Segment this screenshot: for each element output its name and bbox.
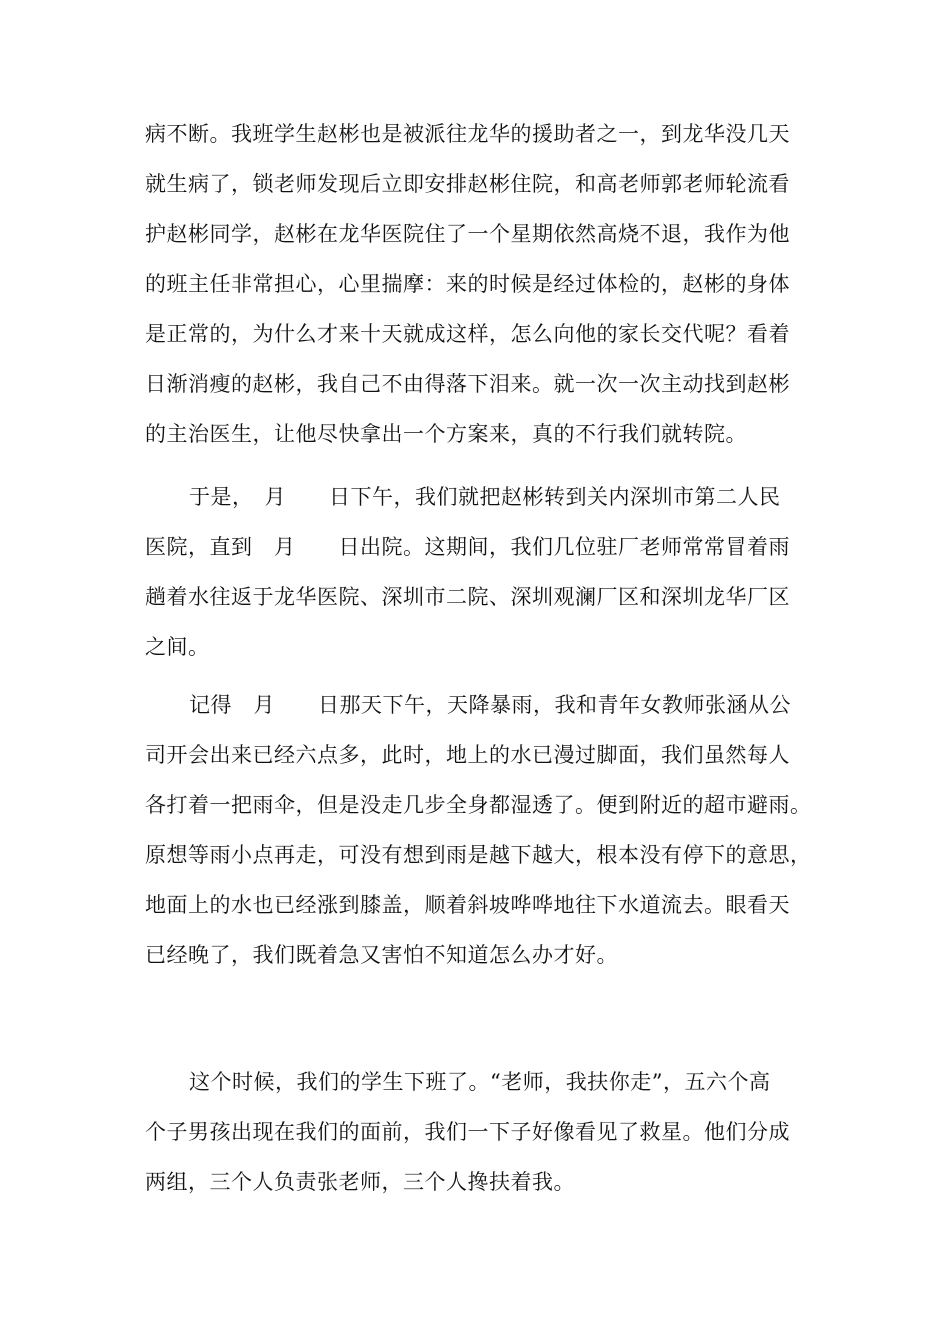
paragraph-line: 两组，三个人负责张老师，三个人搀扶着我。 [145, 1170, 575, 1194]
paragraph-line: 已经晚了，我们既着急又害怕不知道怎么办才好。 [145, 943, 618, 967]
paragraph-line: 地面上的水也已经涨到膝盖，顺着斜坡哗哗地往下水道流去。眼看天 [145, 893, 790, 917]
paragraph-line: 的班主任非常担心，心里揣摩：来的时候是经过体检的，赵彬的身体 [145, 272, 790, 296]
paragraph-line: 各打着一把雨伞，但是没走几步全身都湿透了。便到附近的超市避雨。 [145, 793, 812, 817]
paragraph-line: 趟着水往返于龙华医院、深圳市二院、深圳观澜厂区和深圳龙华厂区 [145, 585, 790, 609]
paragraph-line: 原想等雨小点再走，可没有想到雨是越下越大，根本没有停下的意思， [145, 843, 812, 867]
paragraph-1 [145, 109, 810, 459]
paragraph-line: 的主治医生，让他尽快拿出一个方案来，真的不行我们就转院。 [145, 422, 747, 446]
paragraph-line: 医院，直到 月 日出院。这期间，我们几位驻厂老师常常冒着雨 [145, 535, 790, 559]
paragraph-line: 就生病了，锁老师发现后立即安排赵彬住院，和高老师郭老师轮流看 [145, 172, 790, 196]
paragraph-line: 病不断。我班学生赵彬也是被派往龙华的援助者之一，到龙华没几天 [145, 122, 790, 146]
paragraph-3 [145, 680, 810, 980]
paragraph-line: 个子男孩出现在我们的面前，我们一下子好像看见了救星。他们分成 [145, 1120, 790, 1144]
paragraph-2 [145, 472, 810, 672]
paragraph-line: 于是， 月 日下午，我们就把赵彬转到关内深圳市第二人民 [189, 485, 781, 509]
paragraph-line: 之间。 [145, 635, 210, 659]
paragraph-line: 司开会出来已经六点多，此时，地上的水已漫过脚面，我们虽然每人 [145, 743, 790, 767]
paragraph-line: 日渐消瘦的赵彬，我自己不由得落下泪来。就一次一次主动找到赵彬 [145, 372, 790, 396]
paragraph-line: 记得 月 日那天下午，天降暴雨，我和青年女教师张涵从公 [189, 693, 791, 717]
paragraph-line: 护赵彬同学，赵彬在龙华医院住了一个星期依然高烧不退，我作为他 [145, 222, 790, 246]
paragraph-4 [145, 1057, 810, 1207]
paragraph-line: 这个时候，我们的学生下班了。“老师，我扶你走”，五六个高 [189, 1070, 771, 1094]
paragraph-line: 是正常的，为什么才来十天就成这样，怎么向他的家长交代呢？看着 [145, 322, 790, 346]
